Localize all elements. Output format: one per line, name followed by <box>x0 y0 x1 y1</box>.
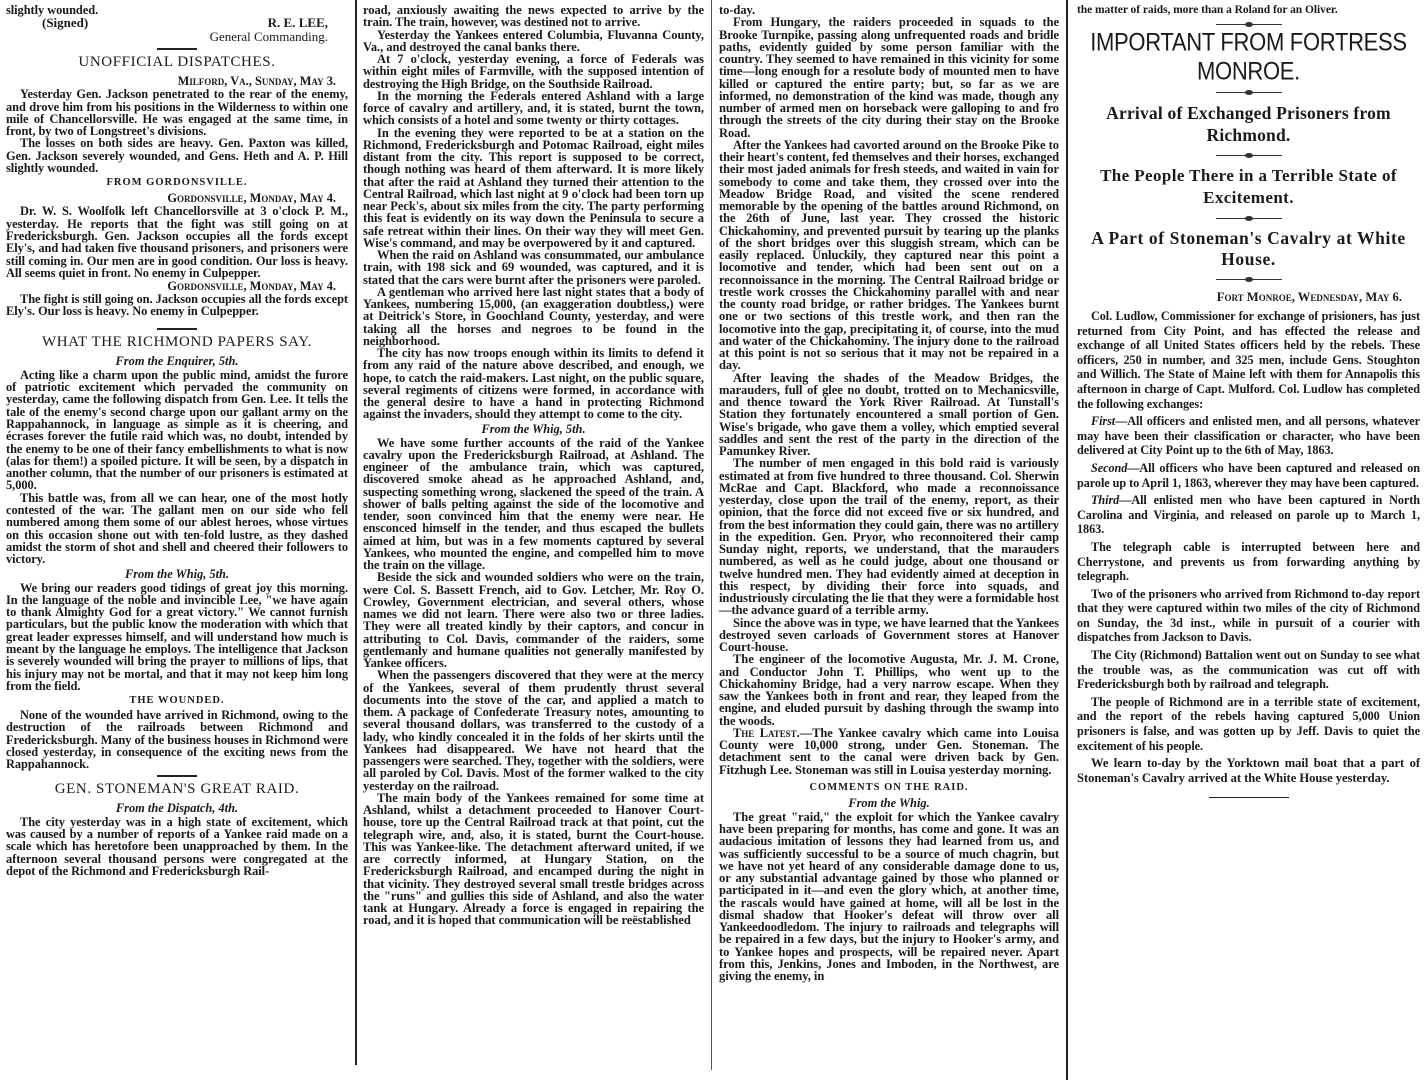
paragraph: We have some further accounts of the raid of the Yankee cavalry upon the Fredericksburgh Railroad, at Ashland. The engineer of the ambulance train, which was captured, discovered smoke ahead as he approached Ashland, and, suspecting something wrong, slackened the speed of the train. A shower of balls pelting against the side of the locomotive and tender, soon convinced him that the enemy were near. He ensconced himself in the tender, and thus escaped the bullets aimed at him, but was in a few moments captured by several Yankees, who mounted the engine, and compelled him to move the train on the village. <box>363 435 704 572</box>
paragraph: Yesterday the Yankees entered Columbia, Fluvanna County, Va., and destroyed the canal banks there. <box>363 27 704 54</box>
column-rule <box>1066 0 1068 1080</box>
headline-exchanged-prisoners: Arrival of Exchanged Prisoners from Richmond. <box>1106 103 1391 145</box>
headline-great-raid: GEN. STONEMAN'S GREAT RAID. <box>54 780 300 797</box>
column-4 <box>1069 0 1426 1080</box>
paragraph-body: —The Yankee cavalry which came into Louisa County were 10,000 strong, under Gen. Stoneman. The detachment sent to the canal were driven back by Gen. Fitzhugh Lee. Stoneman was still in Louisa yesterday morning. <box>719 725 1059 777</box>
paragraph-body: —All officers who have been captured and released on parole up to April 1, 1863, wherever they may have been captured. <box>1077 460 1420 490</box>
paragraph: When the passengers discovered that they were at the mercy of the Yankees, several of them prudently thrust several documents into the stove of the car, and applied a match to them. A package of Confederate Treasury notes, amounting to several thousand dollars, was transferred to the custody of a lady, who kindly concealed it in the folds of her skirts until the Yankees had disappeared. We have not heard that the passengers were searched. They, together with the soldiers, were all paroled by Col. Davis. Most of the former walked to the city yesterday on the railroad. <box>363 668 704 793</box>
paragraph <box>719 727 1059 776</box>
paragraph-body: —All enlisted men who have been captured in North Carolina and Virginia, and released on parole up to March 1, 1863. <box>1077 493 1420 537</box>
column-3 <box>713 0 1065 1080</box>
dateline: Gordonsville, Monday, May 4. <box>167 279 336 294</box>
paragraph: The number of men engaged in this bold raid is variously estimated at from five hundred to three thousand. Col. Sherwin McRae and Capt. Blackford, who made a reconnoissance yesterday, close upon the trail of the enemy, report, as their opinion, that the force did not exceed five or six hundred, and from the best information they could gain, there was no artillery in the expedition. Gen. Pryor, who reconnoitered their camp Sunday night, reports, we understand, that the marauders numbered, as well as he could judge, about one thousand or twelve hundred men. They had evidently aimed at deception in this respect, by dividing their force into squads, and industriously circulating the lie that they were a formidable host—the advance guard of a terrible army. <box>719 456 1059 618</box>
column-rule <box>711 0 712 1070</box>
dateline: Milford, Va., Sunday, May 3. <box>177 74 336 89</box>
paragraph: The losses on both sides are heavy. Gen. Paxton was killed, Gen. Jackson severely wounded, and Gens. Heth and A. P. Hill slightly wounded. <box>6 136 348 176</box>
paragraph: After the Yankees had cavorted around on the Brooke Pike to their heart's content, fed themselves and their horses, exchanged their most jaded animals for fresh steeds, and waited in vain for somebody to come and take them, they crossed over into the Meadow Bridge Road, and visited the scene rendered memorable by the opening of the battles around Richmond, on the 26th of June, last year. They crossed the historic Chickahominy, and prevented pursuit by tearing up the planks of the short bridges over this sluggish stream, which can be easily replaced. Unluckily, they captured near this point a locomotive and tender, which had been sent out on a reconnoissance in the morning. The Central Railroad bridge or trestle work crosses the Chickahominy parallel with and near the county road bridge, or rather bridges. The Yankees burnt one or two sections of this trestle work, and then ran the locomotive into the gap, precipitating it, of course, into the mud and water of the Chickahominy. The injury done to the railroad at this point is not so serious that it may not be repaired in a day. <box>719 137 1060 373</box>
paragraph: Beside the sick and wounded soldiers who were on the train, were Col. S. Bassett French, aid to Gov. Letcher, Mr. Roy O. Crowley, Government electrician, and several others, whose names we did not learn. There were also two or three ladies. They were all treated kindly by their captors, and concur in attributing to Col. Davis, commander of the raiders, some gentlemanly and humane qualities not generally manifested by Yankee officers. <box>363 570 704 670</box>
paragraph: road, anxiously awaiting the news expected to arrive by the train. The train, however, was destined not to arrive. <box>363 3 704 30</box>
separator <box>1216 155 1282 156</box>
paragraph: The telegraph cable is interrupted between here and Cherrystone, and prevents us from forwarding anything by telegraph. <box>1077 539 1420 584</box>
paragraph: The fight is still going on. Jackson occupies all the fords except Ely's. Our loss is heavy. No enemy in Culpepper. <box>6 292 348 319</box>
paragraph: The great "raid," the exploit for which the Yankee cavalry have been preparing for months, has come and gone. It was an audacious imitation of lessons they had learned from us, and was sufficiently successful to be a source of much chagrin, but we have not yet heard of any considerable damage done to us, or any substantial advantage gained by those who planned or participated in it—and even the glory which, at another time, the rascals would have gained at home, will all be lost in the dismal shadow that Hooker's defeat will throw over all Yankeedoodledom. The injury to railroads and telegraphs will be repaired in a few days, but the injury to Hooker's army, and to Yankee hopes and prospects, will be repaired never. Apart from this, Jenkins, Jones and Imboden, in the Northwest, are giving the enemy, in <box>719 809 1059 983</box>
paragraph-body: —All officers and enlisted men, and all persons, whatever may have been their classification or character, who have been delivered at City Point up to the 6th of May, 1863. <box>1077 414 1420 458</box>
source-line: From the Whig, 5th. <box>124 566 230 581</box>
lead-in: The Latest. <box>733 725 800 740</box>
signed-title: General Commanding. <box>209 29 328 45</box>
subhead-the-wounded: THE WOUNDED. <box>129 695 225 707</box>
paragraph: We learn to-day by the Yorktown mail boat that a part of Stoneman's Cavalry arrived at the White House yesterday. <box>1077 756 1420 785</box>
dateline: Fort Monroe, Wednesday, May 6. <box>1216 290 1402 304</box>
source-line: From the Whig, 5th. <box>481 421 586 436</box>
paragraph: After leaving the shades of the Meadow Bridges, the marauders, full of glee no doubt, trotted on to Mechanicsville, and thence toward the York River Railroad. At Tunstall's Station they fortunately encountered a small portion of Gen. Wise's brigade, who gave them a volley, which emptied several saddles and sent the rest of the party in the direction of the Pamunkey River. <box>719 370 1059 458</box>
paragraph: Acting like a charm upon the public mind, amidst the furore of patriotic excitement which pervaded the community on yesterday, came the following dispatch from Gen. Lee. It tells the tale of the enemy's second charge upon our gallant army on the Rappahannock, in language as simple as it is cheering, and écrases forever the futile raid which was, no doubt, intended by the enemy to be one of their fancy embellishments to what is now (alas for them!) a spoiled picture. It will be seen, by a dispatch in another column, that the number of our prisoners is estimated at 5,000. <box>6 367 348 493</box>
subhead-comments-on-the-raid: COMMENTS ON THE RAID. <box>809 781 969 793</box>
separator <box>157 328 197 330</box>
headline-fortress-monroe: IMPORTANT FROM FORTRESS MONROE. <box>1090 27 1407 85</box>
paragraph: A gentleman who arrived here last night states that a body of Yankees, numbering 15,000, (an exaggeration doubtless,) were at Deitrick's Store, in Goochland County, yesterday, and were taking all the horses and negroes to be found in the neighborhood. <box>363 284 704 348</box>
paragraph: From Hungary, the raiders proceeded in squads to the Brooke Turnpike, passing along unfrequented roads and bridle paths, evidently guided by some person familiar with the country. They seemed to have remained in this vicinity for some time—long enough for a resolute body of mounted men to have killed or captured the entire party; but, so far as we are informed, no demonstration of the kind was made, though any number of armed men on horseback were galloping to and fro through the streets of the city during their stay on the Brooke Road. <box>719 15 1059 140</box>
paragraph: the matter of raids, more than a Roland for an Oliver. <box>1077 4 1338 16</box>
headline-terrible-state: The People There in a Terrible State of Excitement. <box>1100 166 1397 207</box>
paragraph: The City (Richmond) Battalion went out on Sunday to see what the trouble was, as the communication was cut off with Fredericksburgh both by railroad and telegraph. <box>1077 648 1420 692</box>
paragraph: Two of the prisoners who arrived from Richmond to-day report that they were captured within two miles of the city of Richmond on Sunday, the 3d inst., while in pursuit of a courier with dispatches from Jackson to Davis. <box>1077 586 1420 645</box>
paragraph: Yesterday Gen. Jackson penetrated to the rear of the enemy, and drove him from his positions in the Wilderness to within one mile of Chancellorsville. He was engaged at the same time, in front, by two of Longstreet's divisions. <box>6 87 348 139</box>
paragraph <box>1077 493 1420 537</box>
paragraph: The city has now troops enough within its limits to defend it from any raid of the nature above described, and enough, we hope, to catch the raid-makers. Last night, on the public square, several regiments of citizens were formed, in accordance with the general desire to have a hand in protecting Richmond against the invaders, should they attempt to come to the city. <box>363 346 704 422</box>
column-2 <box>357 0 710 1080</box>
lead-in: First <box>1091 414 1116 429</box>
paragraph: Dr. W. S. Woolfolk left Chancellorsville at 3 o'clock P. M., yesterday. He reports that the fight was still going on at Fredericksburgh. Gen. Jackson occupies all the fords except Ely's, and had taken five thousand prisoners, and prisoners were still coming in. Our men are in good condition. Our loss is heavy. All seems quiet in front. No enemy in Culpepper. <box>6 204 348 280</box>
paragraph: We bring our readers good tidings of great joy this morning. In the language of the noble and invincible Lee, "we have again to thank Almighty God for a great victory." We cannot furnish particulars, but the public know the moderation with which that great leader expresses himself, and will understand how much is meant by the language he employs. The intelligence that Jackson is severely wounded will bring the prayer to millions of lips, that his injury may not be mortal, and that it may not keep him long from the field. <box>6 580 348 693</box>
paragraph: The people of Richmond are in a terrible state of excitement, and the report of the rebels having captured 5,000 Union prisoners is false, and was gotten up by Jeff. Davis to quiet the excitement of his people. <box>1077 694 1420 753</box>
paragraph: Since the above was in type, we have learned that the Yankees destroyed seven carloads of Government stores at Hanover Court-house. <box>719 615 1059 654</box>
separator <box>1216 279 1282 280</box>
paragraph: In the evening they were reported to be at a station on the Richmond, Fredericksburgh and Potomac Railroad, eight miles distant from the city. This report is supposed to be correct, though nothing was heard of them afterward. It is more likely that after the raid at Ashland they turned their attention to the Central Railroad, which last night at 9 o'clock had been torn up near Peck's, about six miles from the city. The party performing this feat is evidently on its way down the Peninsula to secure a safe retreat within their lines. On their way they will meet Gen. Wise's command, and may be overpowered by it and captured. <box>363 125 704 250</box>
signed-name: R. E. LEE, <box>267 15 328 31</box>
headline-unofficial-dispatches: UNOFFICIAL DISPATCHES. <box>78 54 276 71</box>
paragraph: This battle was, from all we can hear, one of the most hotly contested of the war. The gallant men on our side who fell numbered among them some of our ablest heroes, whose virtues on this occasion shone out with ten-fold lustre, as they dashed amidst the storm of shot and shell and cheered their followers to victory. <box>6 490 348 567</box>
separator <box>157 775 197 777</box>
lead-in: Third <box>1091 493 1120 508</box>
dateline: Gordonsville, Monday, May 4. <box>167 191 336 206</box>
source-line: From the Dispatch, 4th. <box>115 800 239 815</box>
signature-block <box>6 16 348 44</box>
source-line: From the Enquirer, 5th. <box>115 353 239 368</box>
paragraph <box>1077 414 1420 458</box>
paragraph: The engineer of the locomotive Augusta, Mr. J. M. Crone, and Conductor John T. Phillips, who went up to the Chickahominy Bridge, had a very narrow escape. When they saw the Yankees both in front and rear, they leaped from the engine, and eluded pursuit by dashing through the swamp into the woods. <box>719 652 1059 728</box>
paragraph: to-day. <box>719 3 756 17</box>
headline-richmond-papers: WHAT THE RICHMOND PAPERS SAY. <box>41 333 313 350</box>
paragraph: The city yesterday was in a high state of excitement, which was caused by a number of reports of a Yankee raid made on a scale which has heretofore been unapproached by them. In the afternoon several thousand persons were congregated at the depot of the Richmond and Fredericksburgh Rail- <box>6 814 348 878</box>
separator <box>1216 24 1282 25</box>
column-1 <box>0 0 354 1080</box>
continued-line: slightly wounded. <box>6 3 99 17</box>
paragraph: At 7 o'clock, yesterday evening, a force of Federals was within eight miles of Farmville, with the supposed intention of destroying the High Bridge, on the Southside Railroad. <box>363 52 704 91</box>
lead-in: Second <box>1091 460 1128 475</box>
paragraph: When the raid on Ashland was consummated, our ambulance train, with 198 sick and 69 wounded, was captured, and it is stated that the cars were burnt after the prisoners were paroled. <box>363 248 704 287</box>
subhead-from-gordonsville: FROM GORDONSVILLE. <box>106 177 248 189</box>
paragraph: None of the wounded have arrived in Richmond, owing to the destruction of the railroads between Richmond and Fredericksburgh. Many of the business houses in Richmond were closed yesterday, in consequence of the exciting news from the Rappahannock. <box>6 708 348 772</box>
separator <box>1216 218 1282 219</box>
paragraph <box>1077 461 1420 490</box>
paragraph: In the morning the Federals entered Ashland with a large force of cavalry and artillery, and, it is stated, burnt the town, which consists of a hotel and some twenty or thirty cottages. <box>363 88 704 128</box>
paragraph: Col. Ludlow, Commissioner for exchange of prisioners, has just returned from City Point, and has effected the release and exchange of all United States officers held by the rebels. These officers, 250 in number, and 325 men, include Gens. Stoughton and Willich. The State of Maine left with them for Annapolis this afternoon in charge of Capt. Mulford. Col. Ludlow has completed the following exchanges: <box>1077 309 1420 411</box>
headline-stonemans-cavalry: A Part of Stoneman's Cavalry at White House. <box>1091 228 1406 269</box>
separator <box>157 48 197 50</box>
separator <box>1209 797 1289 798</box>
signed-label: (Signed) <box>42 15 89 31</box>
source-line: From the Whig. <box>848 795 930 810</box>
separator <box>1216 92 1282 93</box>
paragraph: The main body of the Yankees remained for some time at Ashland, whilst a detachment proceeded to Hanover Court-house, tore up the Central Railroad track at that point, cut the telegraph wire, and, also, it is stated, burnt the Court-house. This was Yankee-like. The detachment afterward united, if we are correctly informed, at Hungary Station, on the Fredericksburgh Railroad, and encamped during the night in that vicinity. They destroyed several small trestle bridges across the "runs" and gullies this side of Ashland, and also the water tank at Hungary. Already a force is engaged in repairing the road, and it is hoped that communication will be reëstablished <box>363 790 704 928</box>
